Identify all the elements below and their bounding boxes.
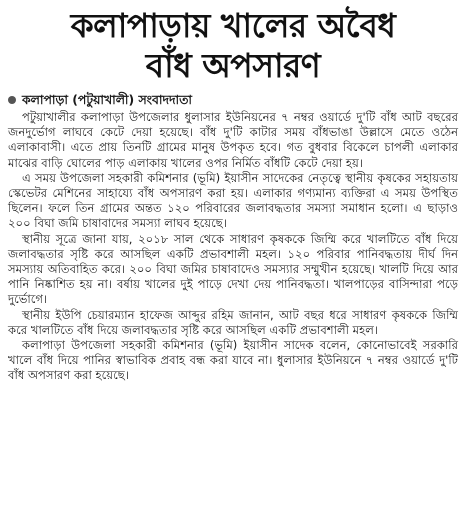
headline: [8, 6, 458, 86]
paragraph-3: স্থানীয় সূত্রে জানা যায়, ২০১৮ সাল থেকে সাধারণ কৃষককে জিম্মি করে খালটিতে বাঁধ দিয়ে জলাবদ্ধতার সৃষ্টি করে আসছিল একটি প্রভাবশালী মহল। ১২০ পরিবার পানিবদ্ধতায় দীর্ঘ দিন সমস্যায় অতিবাহিত করে। ২০০ বিঘা জমির চাষাবাদেও সমস্যার সম্মুখীন হয়েছে। খালটি দিয়ে আর পানি নিষ্কাশিত হয় না। বর্ষায় খালের দুই পাড়ে দেখা দেয় পানিবদ্ধতা। খালপাড়ের বাসিন্দারা পড়ে দুর্ভোগে।: [8, 231, 458, 307]
byline-text: কলাপাড়া (পটুয়াখালী) সংবাদদাতা: [22, 92, 192, 107]
headline-line-1: কলাপাড়ায় খালের অবৈধ: [70, 6, 396, 45]
paragraph-4: স্থানীয় ইউপি চেয়ারম্যান হাফেজ আব্দুর রহিম জানান, আট বছর ধরে সাধারণ কৃষককে জিম্মি করে খালটিতে বাঁধ দিয়ে জলাবদ্ধতার সৃষ্টি করে আসছিল একটি প্রভাবশালী মহল।: [8, 307, 458, 337]
bullet-icon: [8, 96, 16, 104]
paragraph-5: কলাপাড়া উপজেলা সহকারী কমিশনার (ভূমি) ইয়াসীন সাদেক বলেন, কোনোভাবেই সরকারি খালে বাঁধ দিয়ে পানির স্বাভাবিক প্রবাহ বন্ধ করা যাবে না। ধুলাসার ইউনিয়নে ৭ নম্বর ওয়ার্ডে দু'টি বাঁধ অপসারণ করা হয়েছে।: [8, 338, 458, 383]
byline: [8, 92, 458, 108]
paragraph-1: পটুয়াখালীর কলাপাড়া উপজেলার ধুলাসার ইউনিয়নের ৭ নম্বর ওয়ার্ডে দু'টি বাঁধ আট বছরের জনদুর্ভোগ লাঘবে কেটে দেয়া হয়েছে। বাঁধ দু'টি কাটার সময় বাঁধভাঙা উল্লাসে মেতে ওঠেন এলাকাবাসী। এতে প্রায় তিনটি গ্রামের মানুষ উপকৃত হবে। গত বুধবার বিকেলে চাপলী এলাকার মাঝের বাড়ি ঘোলের পাড় এলাকায় খালের ওপর নির্মিত বাঁধটি কেটে দেয়া হয়।: [8, 110, 458, 170]
article-body: [8, 110, 458, 384]
paragraph-2: এ সময় উপজেলা সহকারী কমিশনার (ভূমি) ইয়াসীন সাদেকের নেতৃত্বে স্থানীয় কৃষকের সহায়তায় স্কেভেটর মেশিনের সাহায্যে বাঁধ অপসারণ করা হয়। এলাকার গণ্যমান্য ব্যক্তিরা এ সময় উপস্থিত ছিলেন। ফলে তিন গ্রামের অন্তত ১২০ পরিবারের জলাবদ্ধতার সমস্যা সমাধান হলো। এ ছাড়াও ২০০ বিঘা জমি চাষাবাদের সমস্যা লাঘব হয়েছে।: [8, 170, 458, 231]
headline-line-2: বাঁধ অপসারণ: [145, 46, 321, 85]
